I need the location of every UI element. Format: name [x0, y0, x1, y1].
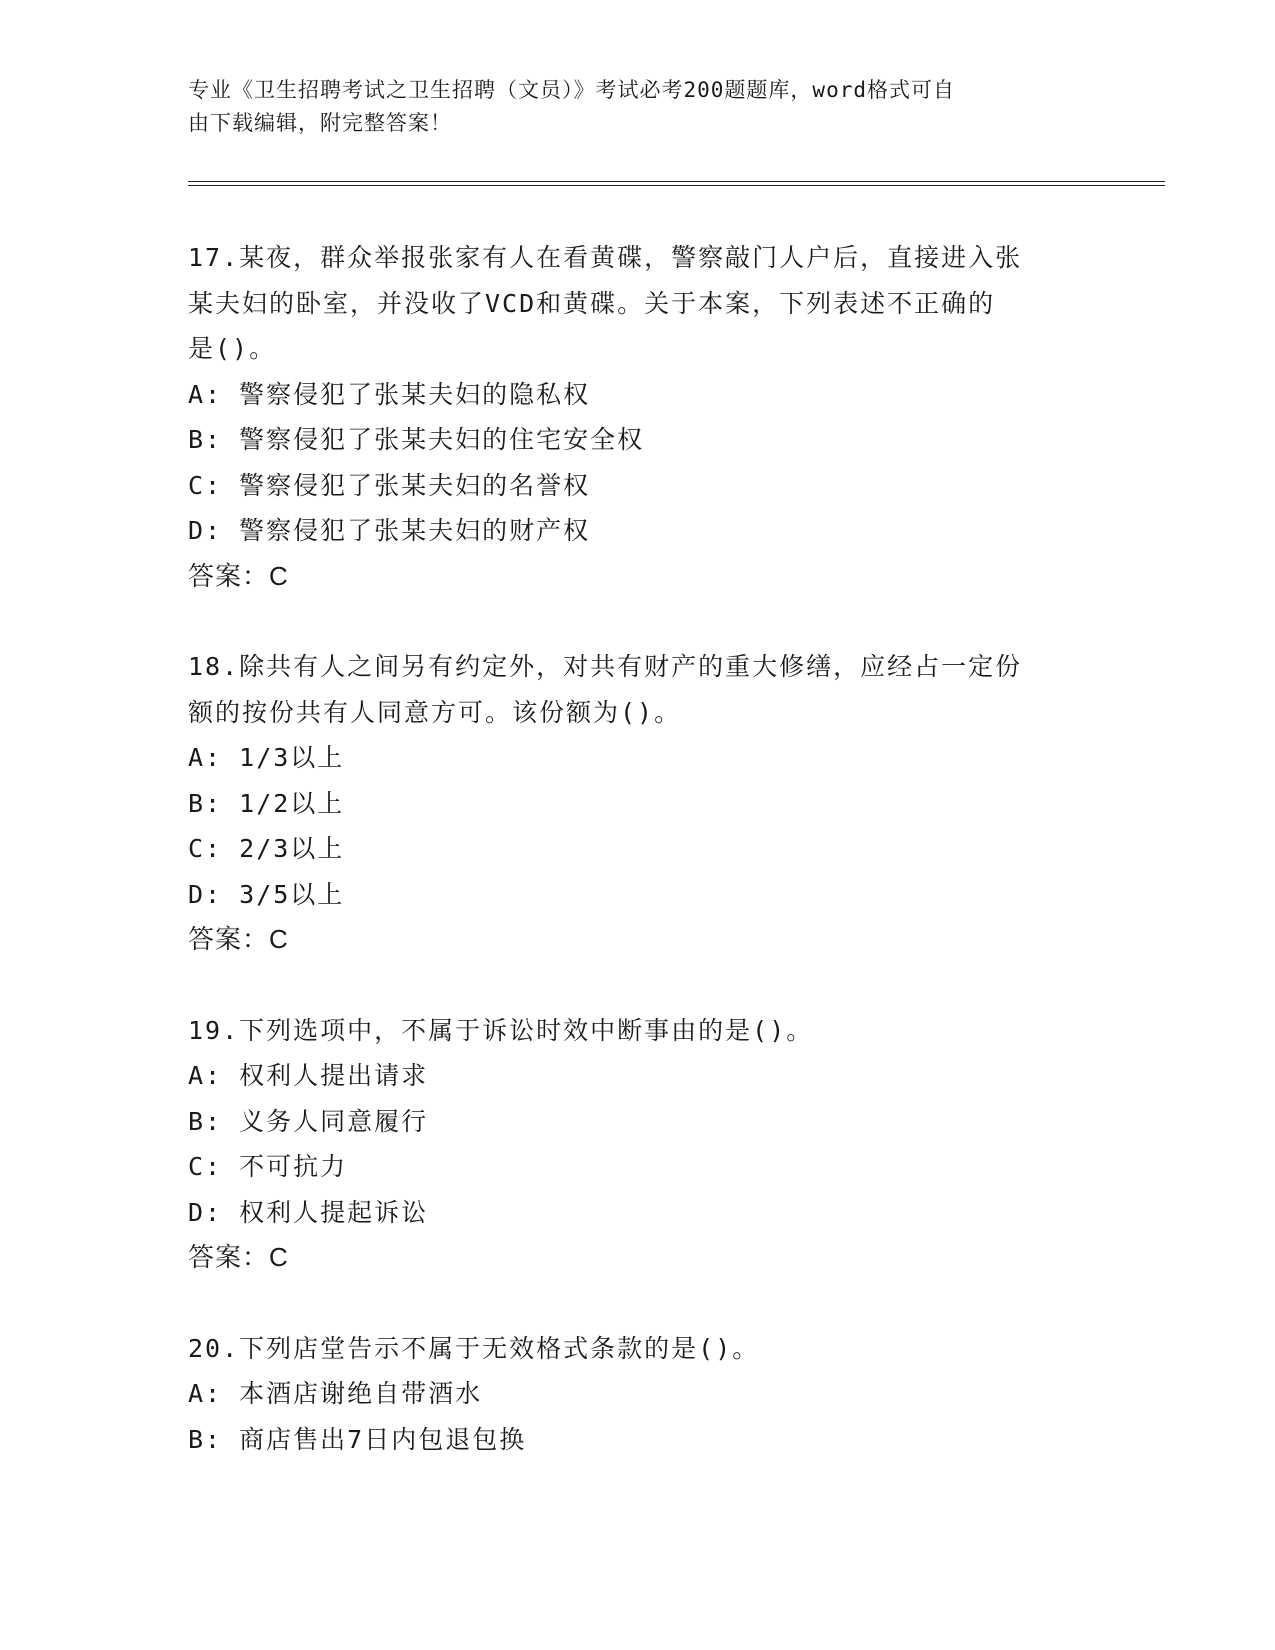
question-list	[188, 235, 1088, 1462]
question-19	[188, 1008, 1088, 1281]
option-c: C: 警察侵犯了张某夫妇的名誉权	[188, 470, 591, 500]
question-spacer	[188, 963, 1088, 1008]
question-stem-line: 某夫妇的卧室，并没收了VCD和黄碟。关于本案，下列表述不正确的	[188, 288, 996, 318]
question-stem-line: 是()。	[188, 334, 277, 363]
question-stem-line: 18.除共有人之间另有约定外，对共有财产的重大修缮，应经占一定份	[188, 652, 1023, 681]
question-spacer	[188, 599, 1088, 644]
option-d: D: 权利人提起诉讼	[188, 1197, 429, 1227]
question-stem-line: 20.下列店堂告示不属于无效格式条款的是()。	[188, 1333, 760, 1363]
option-a: A: 本酒店谢绝自带酒水	[188, 1379, 483, 1408]
option-a: A: 1/3以上	[188, 743, 345, 772]
answer-line: 答案：C	[188, 1242, 289, 1272]
option-c: C: 2/3以上	[188, 834, 345, 863]
question-stem-line: 额的按份共有人同意方可。该份额为()。	[188, 697, 682, 727]
option-b: B: 商店售出7日内包退包换	[188, 1424, 527, 1454]
option-d: D: 3/5以上	[188, 879, 345, 909]
header-line-2: 由下载编辑，附完整答案！	[188, 111, 452, 135]
option-b: B: 1/2以上	[188, 788, 345, 818]
question-20	[188, 1326, 1088, 1463]
option-d: D: 警察侵犯了张某夫妇的财产权	[188, 516, 591, 545]
question-stem-line: 19.下列选项中，不属于诉讼时效中断事由的是()。	[188, 1015, 814, 1045]
option-c: C: 不可抗力	[188, 1152, 348, 1181]
question-18	[188, 644, 1088, 963]
header-line-1: 专业《卫生招聘考试之卫生招聘（文员）》考试必考200题题库，word格式可自	[188, 78, 955, 102]
header-divider-top	[188, 181, 1165, 182]
option-a: A: 警察侵犯了张某夫妇的隐私权	[188, 379, 591, 409]
header-divider-bottom	[188, 185, 1165, 186]
option-b: B: 警察侵犯了张某夫妇的住宅安全权	[188, 425, 645, 454]
document-header	[188, 74, 1088, 140]
answer-line: 答案：C	[188, 924, 289, 954]
option-b: B: 义务人同意履行	[188, 1106, 429, 1136]
question-stem-line: 17.某夜，群众举报张家有人在看黄碟，警察敲门人户后，直接进入张	[188, 243, 1023, 272]
answer-line: 答案：C	[188, 560, 289, 591]
option-a: A: 权利人提出请求	[188, 1061, 429, 1090]
question-spacer	[188, 1281, 1088, 1326]
question-17	[188, 235, 1088, 599]
